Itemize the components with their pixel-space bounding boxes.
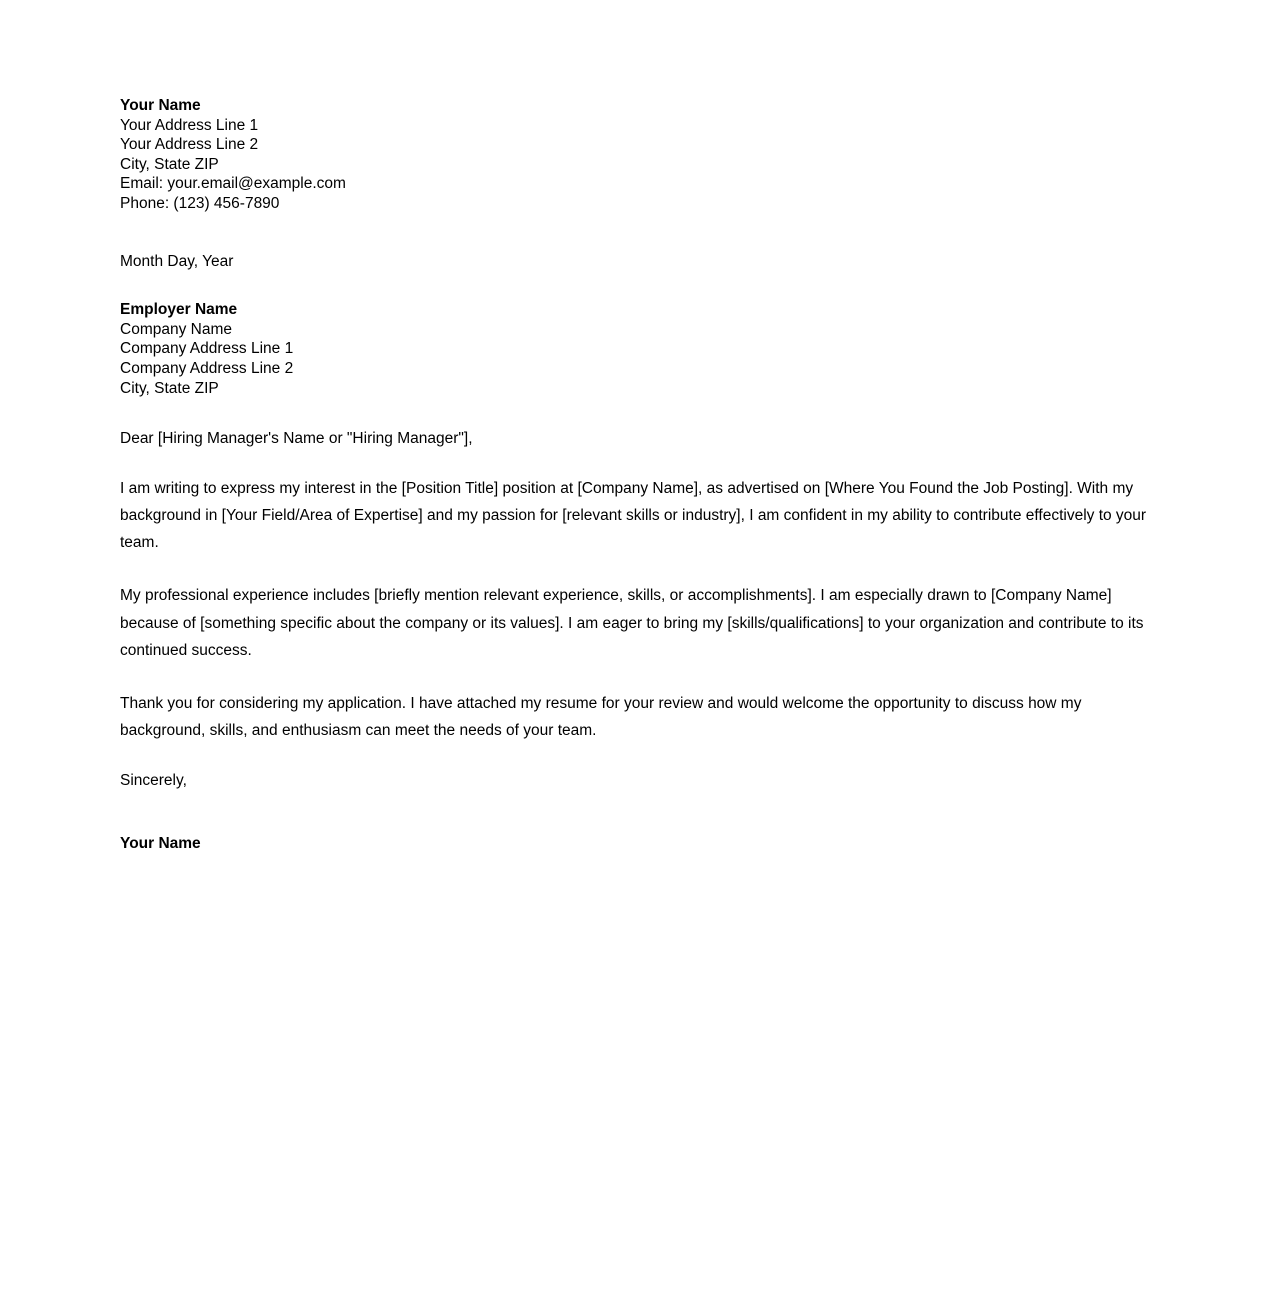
body-paragraph-2: My professional experience includes [briefly mention relevant experience, skills, or accomplishments]. I am especially drawn to [Company Name] because of [something specific about the company or its values]. I am eager to bring my [skills/qualifications] to your organization and contribute to its continued success. <box>120 587 1144 659</box>
recipient-address-block <box>120 300 1158 398</box>
sender-name: Your Name <box>120 97 201 114</box>
recipient-employer-name: Employer Name <box>120 301 238 319</box>
recipient-company-name: Company Name <box>120 320 232 338</box>
sender-address-line-1: Your Address Line 1 <box>120 116 259 134</box>
body-paragraph-1: I am writing to express my interest in the [Position Title] position at [Company Name], as advertised on [Where You Found the Job Posting]. With my background in [Your Field/Area of Expertise] and my passion for [relevant skills or industry], I am confident in my ability to contribute effectively to your team. <box>120 479 1147 552</box>
letter-date-value: Month Day, Year <box>120 252 234 270</box>
sender-email: Email: your.email@example.com <box>120 175 346 193</box>
sender-address-line-2: Your Address Line 2 <box>120 136 259 154</box>
letter-date <box>120 252 1158 272</box>
recipient-city-state-zip: City, State ZIP <box>120 379 219 397</box>
sender-address-block <box>120 96 1158 214</box>
sender-city-state-zip: City, State ZIP <box>120 155 219 173</box>
body-paragraph-3: Thank you for considering my application. I have attached my resume for your review and would welcome the opportunity to discuss how my background, skills, and enthusiasm can meet the needs of your team. <box>120 694 1082 740</box>
cover-letter-body <box>120 96 1158 854</box>
salutation: Dear [Hiring Manager's Name or "Hiring Manager"], <box>120 430 473 448</box>
recipient-address-line-1: Company Address Line 1 <box>120 340 294 358</box>
sender-phone: Phone: (123) 456-7890 <box>120 194 280 212</box>
valediction: Sincerely, <box>120 772 187 790</box>
signature-name: Your Name <box>120 834 201 852</box>
recipient-address-line-2: Company Address Line 2 <box>120 359 294 377</box>
